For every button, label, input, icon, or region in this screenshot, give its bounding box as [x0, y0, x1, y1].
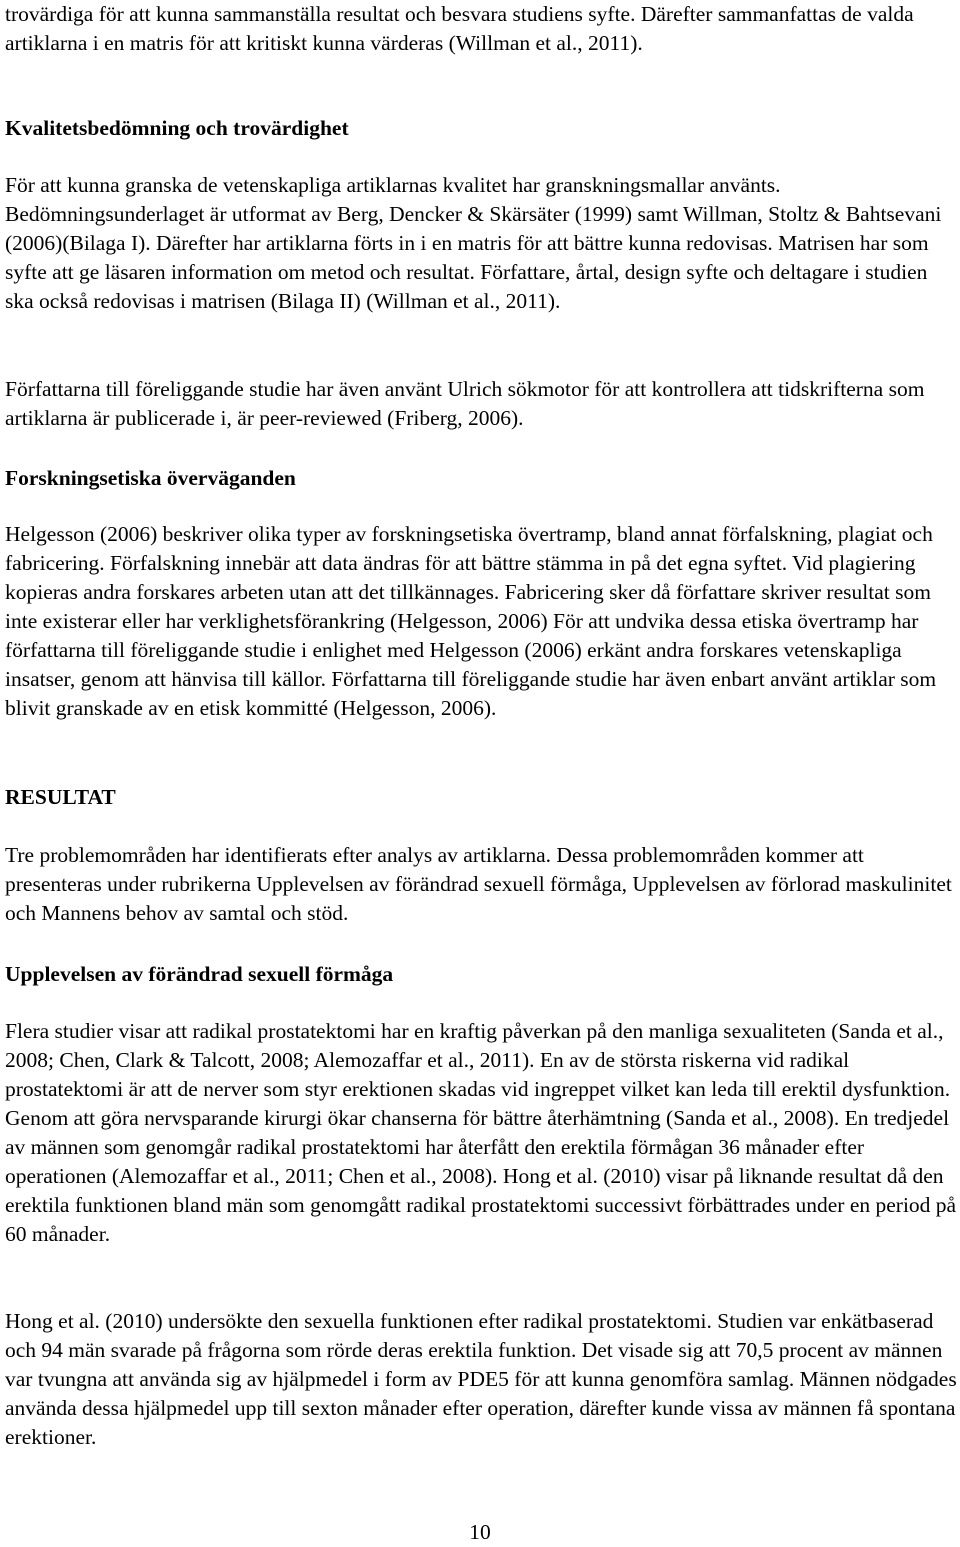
- sexual-function-heading: Upplevelsen av förändrad sexuell förmåga: [5, 962, 394, 986]
- quality-heading: Kvalitetsbedömning och trovärdighet: [5, 116, 349, 140]
- intro-paragraph: trovärdiga för att kunna sammanställa resultat och besvara studiens syfte. Därefter sammanfattas de valda artiklarna i en matris för att kritiskt kunna värderas (Willman et al., 2011).: [5, 2, 914, 55]
- ethics-paragraph: Helgesson (2006) beskriver olika typer av forskningsetiska övertramp, bland annat förfalskning, plagiat och fabricering. Förfalskning innebär att data ändras för att bättre stämma in på det egna syftet. Vid plagiering kopieras andra forskares arbeten utan att det tillkännages. Fabricering sker då författare skriver resultat som inte existerar eller har verklighetsförankring (Helgesson, 2006) För att undvika dessa etiska övertramp har författarna till föreliggande studie i enlighet med Helgesson (2006) erkänt andra forskares vetenskapliga insatser, genom att hänvisa till källor. Författarna till föreliggande studie har även enbart använt artiklar som blivit granskade av en etisk kommitté (Helgesson, 2006).: [5, 522, 937, 720]
- sexual-function-paragraph-1: Flera studier visar att radikal prostatektomi har en kraftig påverkan på den manliga sexualiteten (Sanda et al., 2008; Chen, Clark & Talcott, 2008; Alemozaffar et al., 2011). En av de största riskerna vid radikal prostatektomi är att de nerver som styr erektionen skadas vid ingreppet vilket kan leda till erektil dysfunktion. Genom att göra nervsparande kirurgi ökar chanserna för bättre återhämtning (Sanda et al., 2008). En tredjedel av männen som genomgår radikal prostatektomi har återfått den erektila förmågan 36 månader efter operationen (Alemozaffar et al., 2011; Chen et al., 2008). Hong et al. (2010) visar på liknande resultat då den erektila funktionen bland män som genomgått radikal prostatektomi successivt förbättrades under en period på 60 månader.: [5, 1019, 957, 1246]
- quality-paragraph-2: Författarna till föreliggande studie har även använt Ulrich sökmotor för att kontrollera att tidskrifterna som artiklarna är publicerade i, är peer-reviewed (Friberg, 2006).: [5, 377, 925, 430]
- quality-paragraph-1: För att kunna granska de vetenskapliga artiklarnas kvalitet har granskningsmallar använts. Bedömningsunderlaget är utformat av Berg, Dencker & Skärsäter (1999) samt Willman, Stoltz & Bahtsevani (2006)(Bilaga I). Därefter har artiklarna förts in i en matris för att bättre kunna redovisas. Matrisen har som syfte att ge läsaren information om metod och resultat. Författare, årtal, design syfte och deltagare i studien ska också redovisas i matrisen (Bilaga II) (Willman et al., 2011).: [5, 173, 942, 313]
- page-number: 10: [469, 1520, 491, 1544]
- results-heading: RESULTAT: [5, 785, 116, 809]
- results-paragraph: Tre problemområden har identifierats efter analys av artiklarna. Dessa problemområden kommer att presenteras under rubrikerna Upplevelsen av förändrad sexuell förmåga, Upplevelsen av förlorad maskulinitet och Mannens behov av samtal och stöd.: [5, 843, 952, 925]
- sexual-function-paragraph-2: Hong et al. (2010) undersökte den sexuella funktionen efter radikal prostatektomi. Studien var enkätbaserad och 94 män svarade på frågorna som rörde deras erektila funktion. Det visade sig att 70,5 procent av männen var tvungna att använda sig av hjälpmedel i form av PDE5 för att kunna genomföra samlag. Männen nödgades använda dessa hjälpmedel upp till sexton månader efter operation, därefter kunde vissa av männen få spontana erektioner.: [5, 1309, 957, 1449]
- ethics-heading: Forskningsetiska överväganden: [5, 466, 296, 490]
